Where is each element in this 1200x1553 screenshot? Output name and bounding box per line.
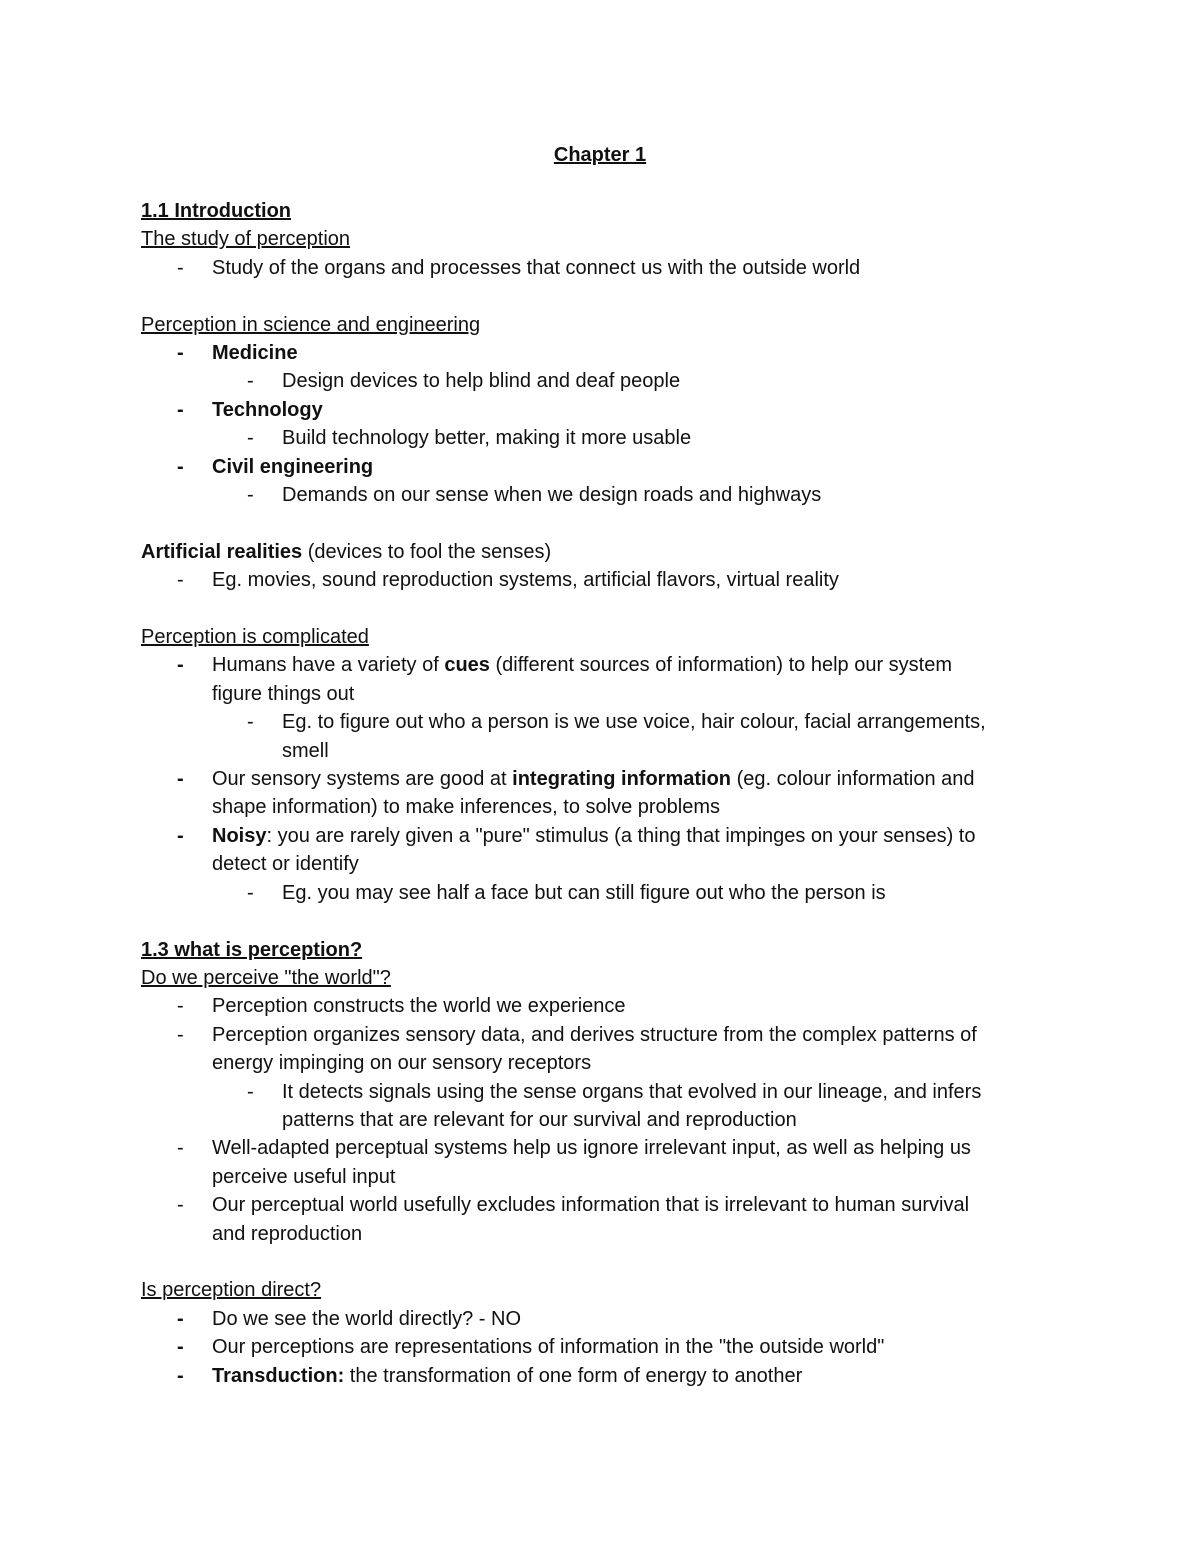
subheading-perception-direct: Is perception direct? [141,1279,322,1302]
subheading-science-engineering: Perception in science and engineering [141,313,481,336]
list-item-continuation: and reproduction [212,1222,363,1245]
list-item-technology: - Technology [177,398,323,421]
list-item: - Our perceptual world usefully excludes information that is irrelevant to human survival [177,1194,970,1217]
subheading-study-of-perception: The study of perception [141,228,351,251]
document-body [141,197,1061,1390]
subheading-perceive-world: Do we perceive "the world"? [141,966,391,989]
list-item: - Study of the organs and processes that connect us with the outside world [177,256,861,279]
list-subitem: - Design devices to help blind and deaf people [247,370,681,393]
list-item-continuation: energy impinging on our sensory receptors [212,1052,592,1075]
list-item: - Perception organizes sensory data, and derives structure from the complex patterns of [177,1023,977,1046]
list-item-cues: - Humans have a variety of cues (different sources of information) to help our system [177,654,952,677]
list-item: - Do we see the world directly? - NO [177,1307,522,1330]
list-item-noisy: - Noisy: you are rarely given a "pure" stimulus (a thing that impinges on your senses) to [177,824,976,847]
list-item-continuation: figure things out [212,682,355,705]
artificial-realities-line: Artificial realities (devices to fool the senses) [141,540,552,563]
list-item: - Our perceptions are representations of information in the "the outside world" [177,1336,885,1359]
list-item-medicine: - Medicine [177,342,298,365]
list-subitem: - Eg. you may see half a face but can still figure out who the person is [247,881,886,904]
list-subitem: - Eg. to figure out who a person is we use voice, hair colour, facial arrangements, [247,711,986,734]
list-subitem-continuation: smell [282,739,329,762]
list-item: - Eg. movies, sound reproduction systems, artificial flavors, virtual reality [177,569,839,592]
list-item-continuation: detect or identify [212,853,359,876]
list-item: - Perception constructs the world we experience [177,995,626,1018]
list-subitem: - Build technology better, making it more usable [247,427,692,450]
list-subitem: - It detects signals using the sense organs that evolved in our lineage, and infers [247,1080,982,1103]
subheading-perception-complicated: Perception is complicated [141,626,369,649]
section-heading-what-is-perception: 1.3 what is perception? [141,938,363,961]
list-item-civil-engineering: - Civil engineering [177,455,374,478]
list-item: - Well-adapted perceptual systems help us ignore irrelevant input, as well as helping us [177,1137,971,1160]
list-subitem: - Demands on our sense when we design roads and highways [247,484,822,507]
list-item-continuation: shape information) to make inferences, to solve problems [212,796,721,819]
section-heading-introduction: 1.1 Introduction [141,200,291,222]
page-title: Chapter 1 [553,144,647,166]
list-item-integrating: - Our sensory systems are good at integrating information (eg. colour information and [177,768,975,791]
list-item-transduction: - Transduction: the transformation of one form of energy to another [177,1364,803,1387]
list-item-continuation: perceive useful input [212,1165,396,1188]
list-subitem-continuation: patterns that are relevant for our survival and reproduction [282,1108,797,1131]
